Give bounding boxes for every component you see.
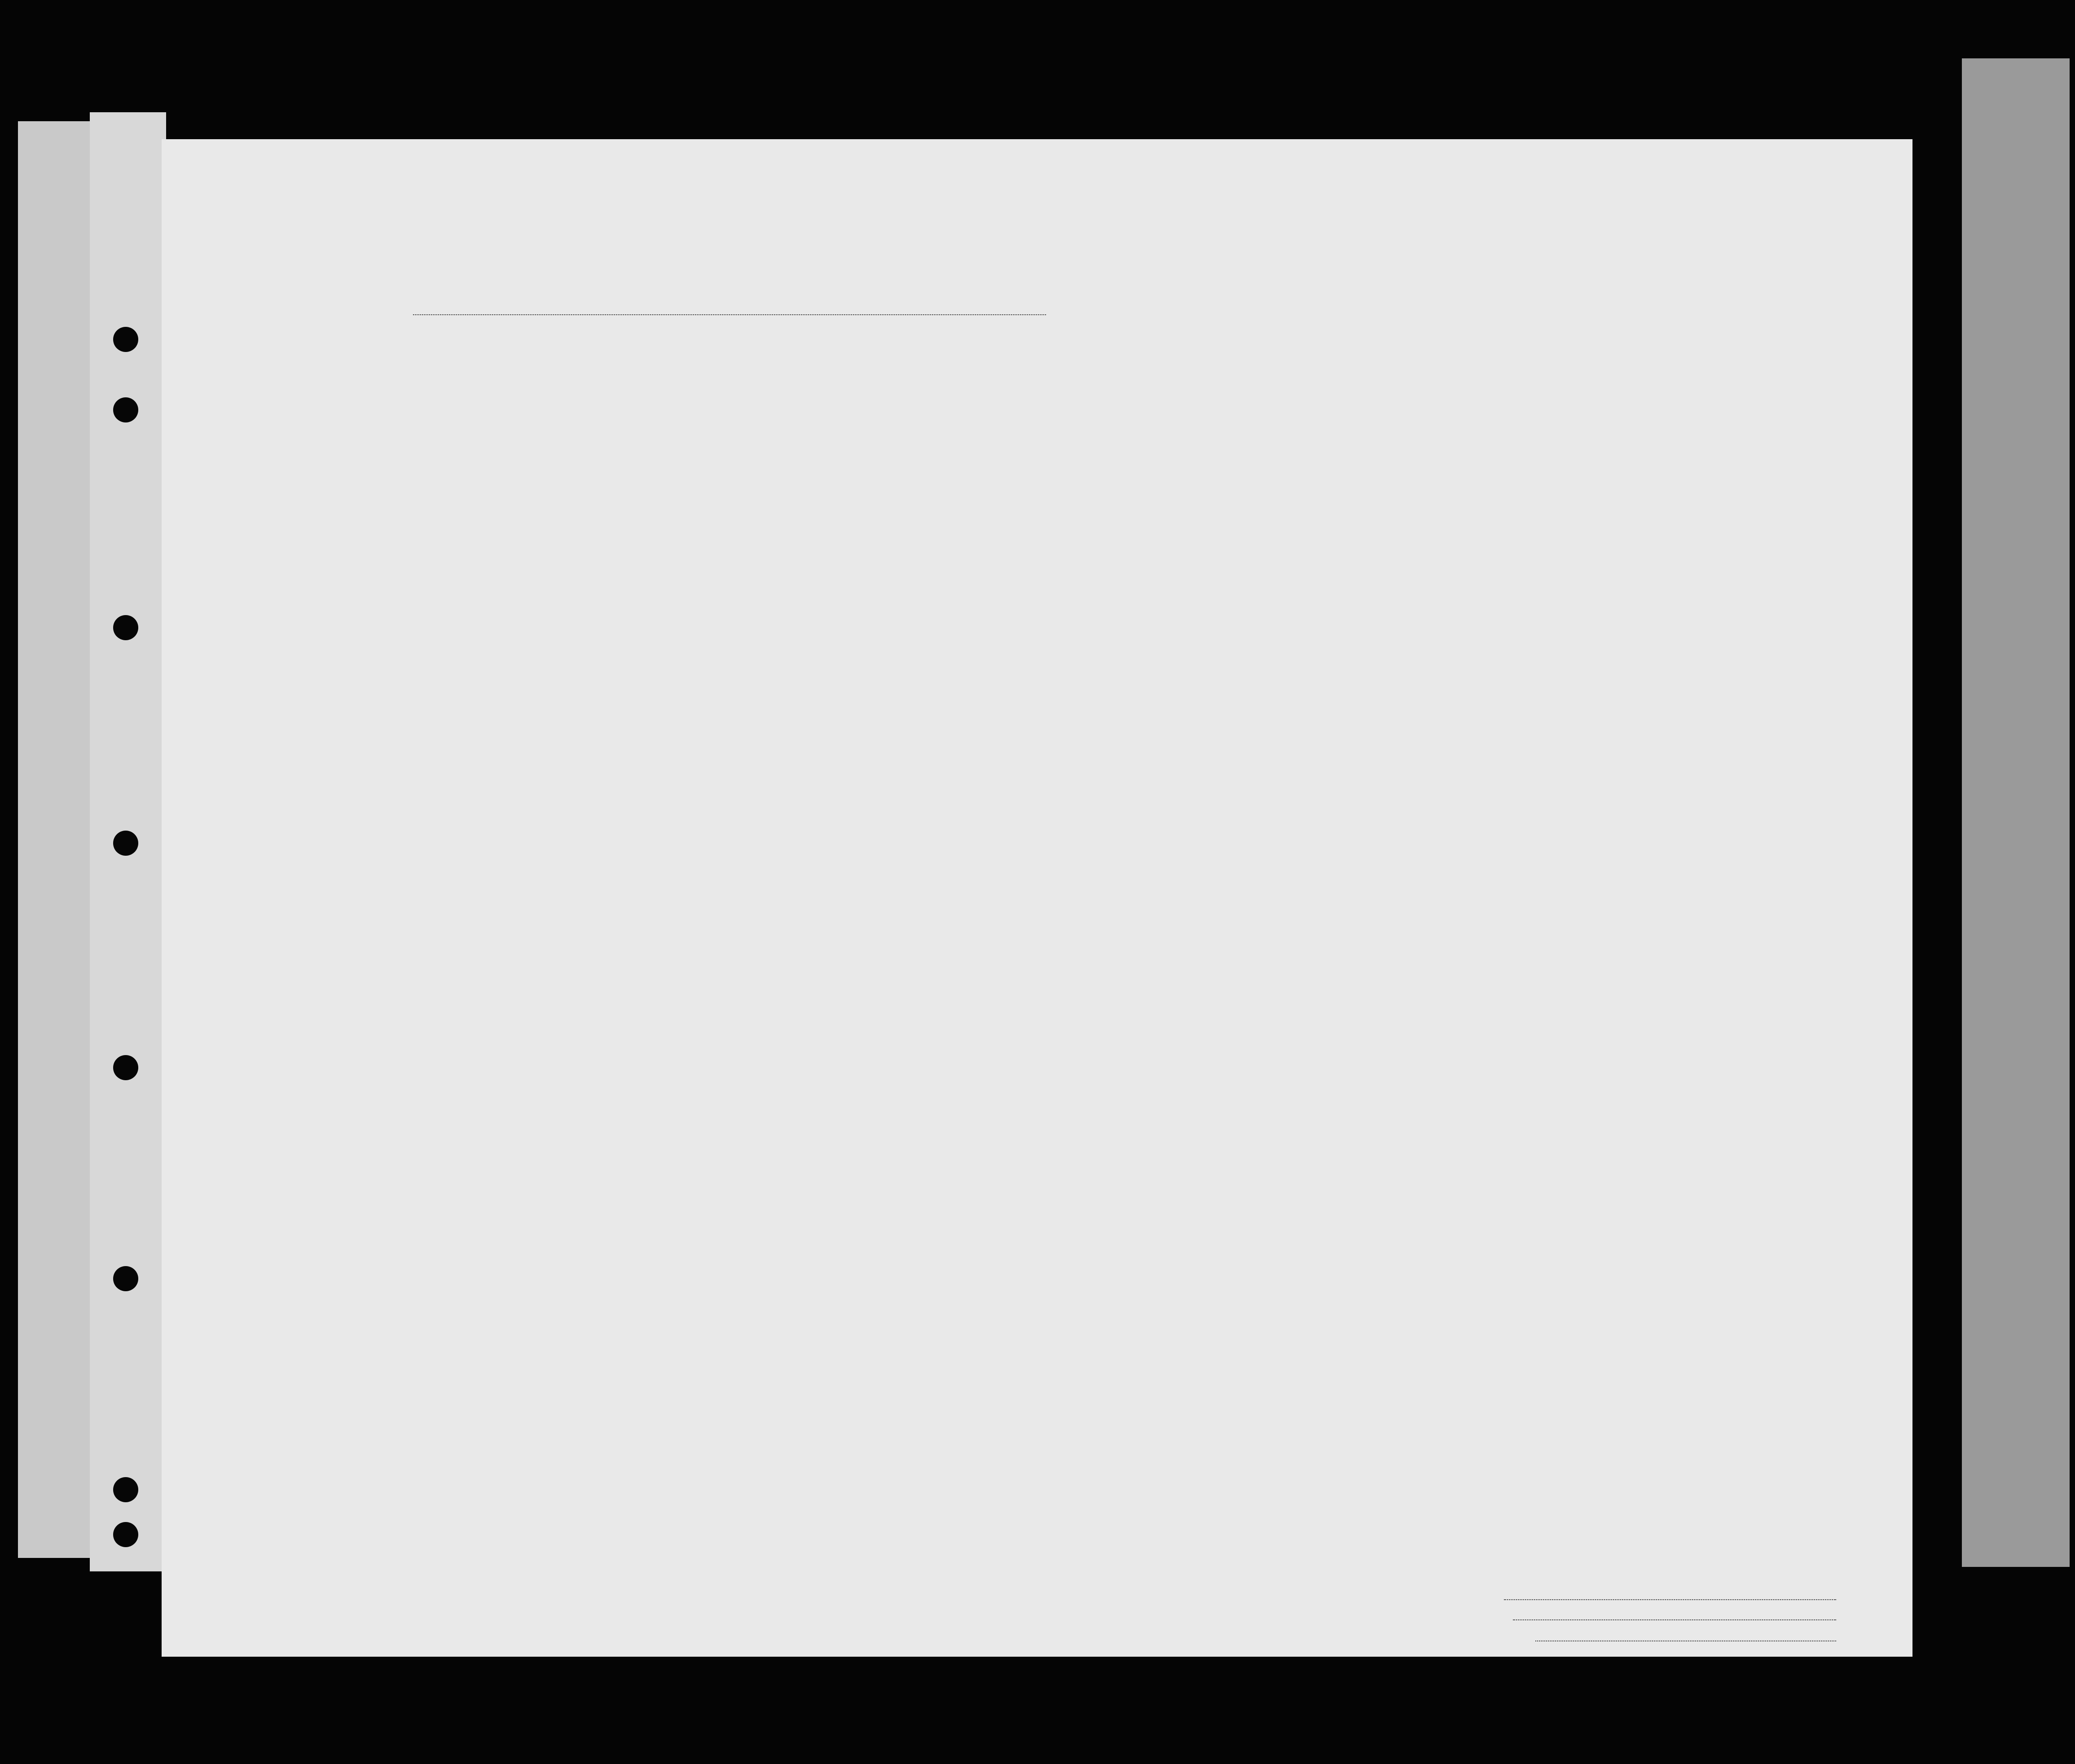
adjacent-page-edge (18, 121, 90, 1558)
punch-hole (113, 615, 138, 640)
arriving-underline (413, 314, 1046, 316)
owners-field[interactable] (1513, 1619, 1836, 1621)
punch-hole (113, 1522, 138, 1547)
next-page-edge (1962, 58, 2070, 1567)
punch-hole (113, 397, 138, 422)
punch-hole (113, 1266, 138, 1291)
punch-hole (113, 327, 138, 352)
punch-hole (113, 1055, 138, 1080)
agents-field[interactable] (1535, 1641, 1836, 1642)
punch-hole (113, 831, 138, 856)
manifest-sheet (162, 139, 1912, 1657)
line-field[interactable] (1504, 1599, 1836, 1601)
punch-hole (113, 1477, 138, 1502)
